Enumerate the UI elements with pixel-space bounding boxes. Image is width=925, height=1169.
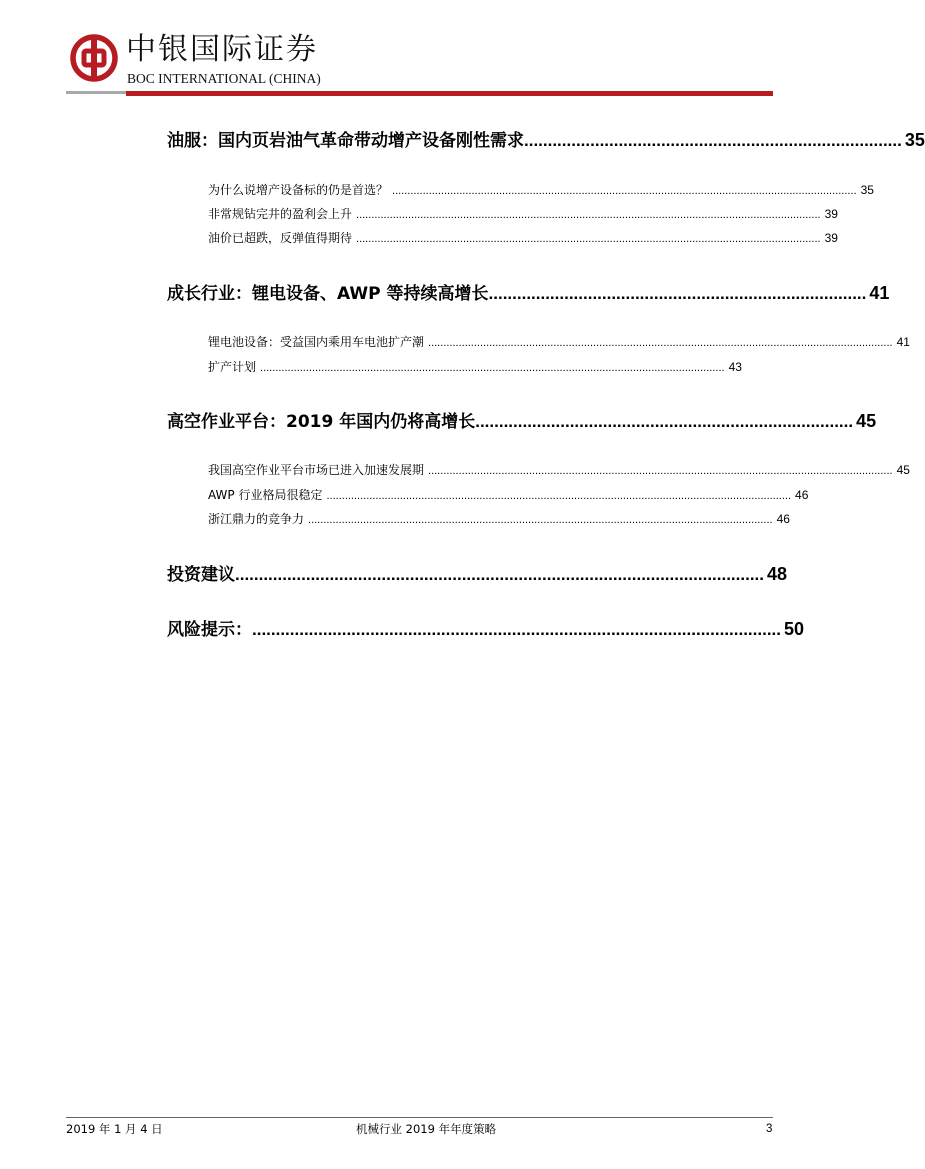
toc-entry-title: 扩产计划: [208, 360, 257, 374]
toc-entry-11[interactable]: [208, 510, 790, 528]
toc-entry-8[interactable]: [167, 407, 877, 432]
toc-entry-page: 41: [896, 335, 910, 349]
toc-entry-13[interactable]: [167, 615, 805, 640]
toc-leader-dots: ........................................................................................................................................................: [428, 337, 893, 349]
toc-entry-page: 46: [795, 488, 809, 502]
toc-entry-title: 油服：国内页岩油气革命带动增产设备刚性需求: [167, 131, 524, 151]
header-rule-gray: [66, 91, 126, 94]
toc-entry-page: 45: [856, 411, 877, 431]
toc-entry-9[interactable]: [208, 461, 910, 479]
toc-entry-5[interactable]: [167, 279, 890, 304]
toc-entry-title: 非常规钻完井的盈利会上升: [208, 207, 353, 221]
toc-entry-title: 成长行业：锂电设备、AWP 等持续高增长: [167, 284, 489, 304]
toc-entry-page: 39: [824, 207, 838, 221]
toc-entry-2[interactable]: [208, 181, 874, 199]
toc-leader-dots: ................................................................................: [475, 412, 854, 431]
toc-entry-6[interactable]: [208, 333, 910, 351]
toc-entry-page: 46: [776, 512, 790, 526]
toc-leader-dots: ........................................................................................................................................................: [260, 362, 725, 374]
toc-entry-7[interactable]: [208, 358, 742, 376]
brand-name-english: BOC INTERNATIONAL (CHINA): [127, 71, 321, 86]
toc-entry-title: 投资建议: [167, 565, 235, 585]
toc-entry-page: 50: [784, 619, 805, 639]
page-header: [0, 0, 827, 100]
footer-page-number: 3: [766, 1123, 773, 1135]
toc-leader-dots: ........................................................................................................................................................: [326, 490, 792, 502]
toc-entry-title: 我国高空作业平台市场已进入加速发展期: [208, 463, 425, 477]
toc-entry-4[interactable]: [208, 229, 838, 247]
toc-entry-3[interactable]: [208, 205, 838, 223]
toc-entry-10[interactable]: [208, 486, 809, 504]
toc-entry-1[interactable]: [167, 126, 925, 151]
toc-entry-title: 浙江鼎力的竞争力: [208, 512, 305, 526]
toc-entry-page: 39: [824, 231, 838, 245]
toc-leader-dots: ................................................................................: [524, 131, 902, 150]
toc-leader-dots: ........................................................................................................................................................: [356, 209, 821, 221]
toc-leader-dots: ................................................................................................................: [235, 565, 764, 584]
toc-leader-dots: ................................................................................................................: [252, 620, 781, 639]
toc-entry-title: AWP 行业格局很稳定: [208, 488, 323, 502]
toc-entry-title: 风险提示：: [167, 620, 252, 640]
toc-entry-title: 油价已超跌，反弹值得期待: [208, 231, 353, 245]
toc-entry-page: 45: [896, 463, 910, 477]
footer-date: 2019 年 1 月 4 日: [66, 1122, 163, 1136]
toc-entry-page: 48: [767, 564, 788, 584]
brand-name-chinese: 中银国际证券: [126, 32, 318, 67]
header-rule-red: [126, 91, 773, 96]
toc-leader-dots: ........................................................................................................................................................: [428, 465, 893, 477]
toc-entry-page: 35: [904, 130, 925, 150]
boc-logo-icon: [70, 34, 118, 82]
toc-entry-page: 35: [860, 183, 874, 197]
toc-leader-dots: ........................................................................................................................................................: [356, 233, 821, 245]
footer-rule: [66, 1117, 773, 1118]
toc-entry-title: 高空作业平台：2019 年国内仍将高增长: [167, 412, 476, 432]
toc-entry-title: 为什么说增产设备标的仍是首选？: [208, 183, 389, 197]
toc-entry-page: 43: [728, 360, 742, 374]
toc-entry-12[interactable]: [167, 560, 788, 585]
toc-entry-title: 锂电池设备：受益国内乘用车电池扩产潮: [208, 335, 425, 349]
toc-entry-page: 41: [869, 283, 890, 303]
toc-leader-dots: ........................................................................................................................................................: [392, 185, 857, 197]
toc-leader-dots: ........................................................................................................................................................: [308, 514, 773, 526]
toc-leader-dots: ................................................................................: [488, 284, 867, 303]
footer-report-title: 机械行业 2019 年年度策略: [356, 1122, 497, 1136]
